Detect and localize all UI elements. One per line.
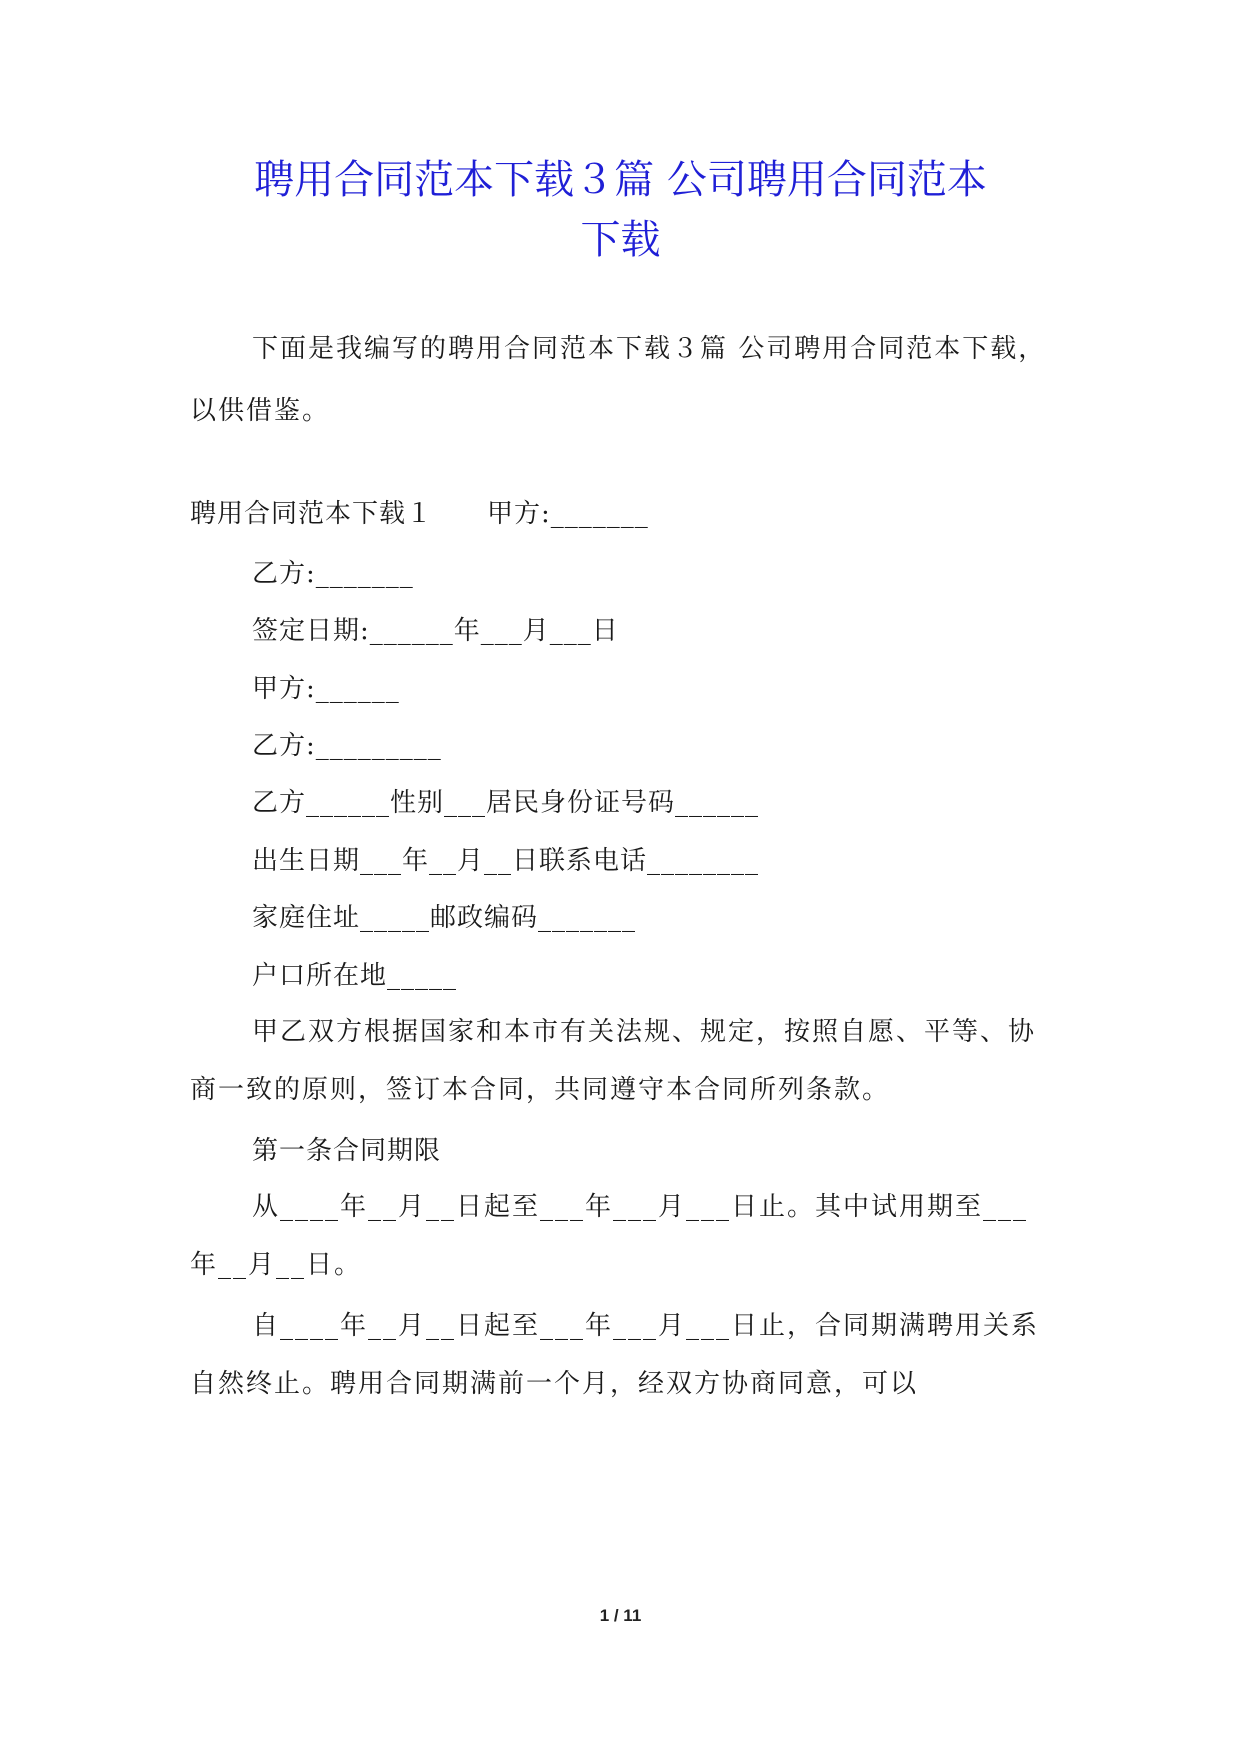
title-line-2: 下载 xyxy=(580,217,661,263)
title-line-1: 聘用合同范本下载３篇 公司聘用合同范本 xyxy=(254,157,987,203)
section-heading: 聘用合同范本下载１ 甲方:_______ xyxy=(190,499,649,529)
document-title xyxy=(170,150,1071,270)
term-end-paragraph: 自____年__月__日起至___年___月___日止，合同期满聘用关系自然终止。聘用合同期满前一个月，经双方协商同意，可以 xyxy=(190,1311,1040,1399)
hukou-line: 户口所在地_____ xyxy=(252,961,458,991)
party-b-info-line: 乙方______性别___居民身份证号码______ xyxy=(252,788,760,818)
sign-date-line: 签定日期:______年___月___日 xyxy=(252,616,619,646)
address-line: 家庭住址_____邮政编码_______ xyxy=(252,903,637,933)
page-indicator: 1 / 11 xyxy=(599,1606,642,1625)
party-a-line: 甲方:______ xyxy=(252,674,400,704)
intro-paragraph: 下面是我编写的聘用合同范本下载３篇 公司聘用合同范本下载，以供借鉴。 xyxy=(190,334,1047,426)
article-1-heading: 第一条合同期限 xyxy=(252,1136,442,1166)
party-b-line: 乙方:_______ xyxy=(252,559,414,589)
birth-contact-line: 出生日期___年__月__日联系电话________ xyxy=(252,846,760,876)
agreement-paragraph: 甲乙双方根据国家和本市有关法规、规定，按照自愿、平等、协商一致的原则，签订本合同，共同遵守本合同所列条款。 xyxy=(190,1017,1037,1105)
term-paragraph: 从____年__月__日起至___年___月___日止。其中试用期至___年__月__日。 xyxy=(190,1192,1029,1280)
party-b-line-2: 乙方:_________ xyxy=(252,731,442,761)
